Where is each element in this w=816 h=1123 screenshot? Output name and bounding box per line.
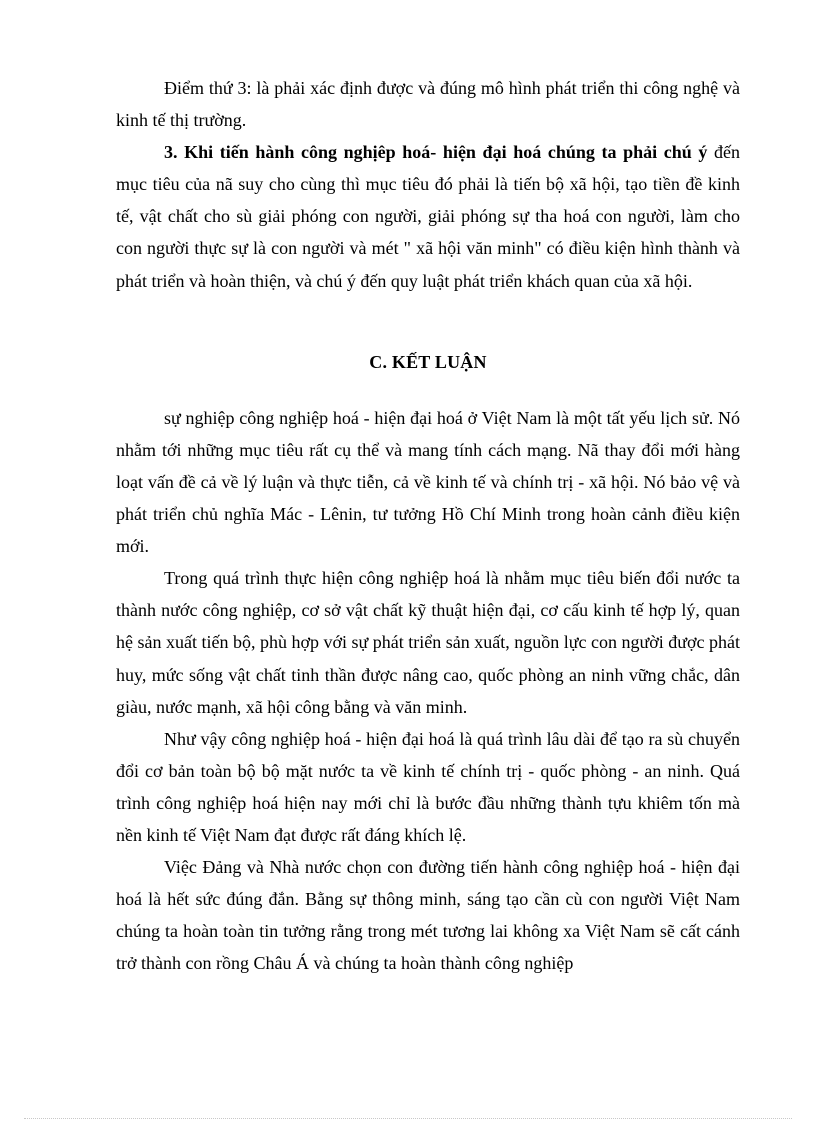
page-bottom-divider: [24, 1118, 792, 1119]
conclusion-paragraph-2: Trong quá trình thực hiện công nghiệp hoá là nhằm mục tiêu biến đổi nước ta thành nước công nghiệp, cơ sở vật chất kỹ thuật hiện đại, cơ cấu kinh tế hợp lý, quan hệ sản xuất tiến bộ, phù hợp với sự phát triển sản xuất, nguồn lực con người được phát huy, mức sống vật chất tinh thần được nâng cao, quốc phòng an ninh vững chắc, dân giàu, nước mạnh, xã hội công bằng và văn minh.: [116, 568, 740, 717]
point-3-bold-lead: 3. Khi tiến hành công nghịêp hoá- hiện đại hoá chúng ta phải chú ý: [164, 142, 708, 163]
conclusion-paragraph-4: Việc Đảng và Nhà nước chọn con đường tiến hành công nghiệp hoá - hiện đại hoá là hết sức đúng đắn. Bằng sự thông minh, sáng tạo cần cù con người Việt Nam chúng ta hoàn toàn tin tưởng rằng trong mét tương lai không xa Việt Nam sẽ cất cánh trở thành con rồng Châu Á và chúng ta hoàn thành công nghiệp: [116, 857, 740, 974]
section-heading: C. KẾT LUẬN: [369, 351, 487, 372]
point-3-text: đến mục tiêu của nã suy cho cùng thì mục tiêu đó phải là tiến bộ xã hội, tạo tiền đề kinh tế, vật chất cho sù giải phóng con người, giải phóng sự tha hoá con người, làm cho con người thực sự là con người và mét " xã hội văn minh" có điều kiện hình thành và phát triển và hoàn thiện, và chú ý đến quy luật phát triển khách quan của xã hội.: [116, 142, 740, 291]
paragraph-point-3: [116, 136, 740, 296]
conclusion-paragraph-1: sự nghiệp công nghiệp hoá - hiện đại hoá ở Việt Nam là một tất yếu lịch sử. Nó nhằm tới những mục tiêu rất cụ thể và mang tính cách mạng. Nã thay đổi mới hàng loạt vấn đề cả về lý luận và thực tiễn, cả về kinh tế và chính trị - xã hội. Nó bảo vệ và phát triển chủ nghĩa Mác - Lênin, tư tưởng Hồ Chí Minh trong hoàn cảnh điều kiện mới.: [116, 407, 740, 557]
conclusion-paragraph-3: Như vậy công nghiệp hoá - hiện đại hoá là quá trình lâu dài để tạo ra sù chuyển đổi cơ bản toàn bộ bộ mặt nước ta về kinh tế chính trị - quốc phòng - an ninh. Quá trình công nghiệp hoá hiện nay mới chỉ là bước đầu những thành tựu khiêm tốn mà nền kinh tế Việt Nam đạt được rất đáng khích lệ.: [116, 728, 740, 845]
paragraph-point-2: Điểm thứ 3: là phải xác định được và đúng mô hình phát triển thi công nghệ và kinh tế thị trường.: [116, 78, 740, 131]
document-body: [116, 72, 740, 979]
